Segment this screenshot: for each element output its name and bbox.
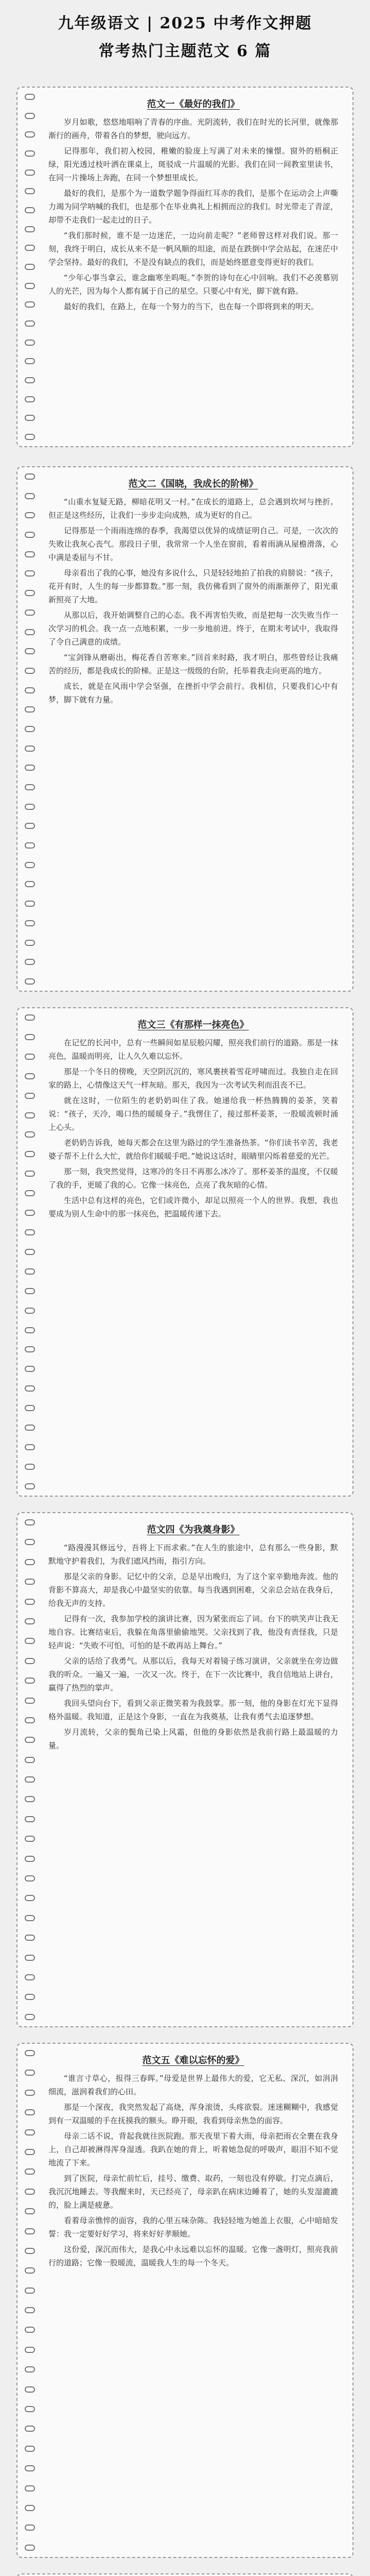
binder-ring xyxy=(25,2406,35,2412)
binder-ring xyxy=(25,978,35,985)
essay-paragraph: 那是一个冬日的傍晚，天空阴沉沉的，寒风裹挟着雪花呼啸而过。我独自走在回家的路上，心情像这天气一样灰暗。那天，我因为一次考试失利而沮丧不已。 xyxy=(48,1067,338,1090)
essay-paragraph: 那是一个深夜，我突然发起了高烧，浑身滚烫，头疼欲裂。迷迷糊糊中，我感觉到有一双温暖的手在抚摸我的额头。睁开眼，我看到母亲焦急的面容。 xyxy=(48,2103,338,2125)
essay-paragraph: 在记忆的长河中，总有一些瞬间如星辰般闪耀，照亮我们前行的道路。那是一抹亮色，温暖而明亮，让人久久难以忘怀。 xyxy=(48,1038,338,1061)
binder-ring xyxy=(25,1796,35,1802)
essay-paragraph: 成长，就是在风雨中学会坚强，在挫折中学会前行。我相信，只要我们心中有梦，脚下就有力量。 xyxy=(48,682,338,704)
binder-ring xyxy=(25,512,35,518)
binder-ring xyxy=(25,842,35,849)
binder-ring xyxy=(25,1955,35,1961)
essay-paragraph: 母亲二话不说，背起我就往医院跑。那天夜里下着大雨，母亲把雨衣全裹在我身上，自己却被淋得浑身湿透。我趴在她的背上，听着她急促的呼吸声，眼泪不知不觉地流了下来。 xyxy=(48,2131,338,2167)
binder-ring xyxy=(25,131,35,138)
essay-paragraph: 父亲的话给了我勇气。从那以后，我每天对着镜子练习演讲，父亲就坐在旁边做我的听众。一遍又一遍，一次又一次。终于，在下一次比赛中，我自信地站上讲台，赢得了热烈的掌声。 xyxy=(48,1656,338,1692)
binder-ring xyxy=(25,188,35,194)
binder-ring xyxy=(25,1073,35,1079)
binder-ring xyxy=(25,2386,35,2393)
binder-ring xyxy=(25,1698,35,1704)
essay-paragraph: “少年心事当拿云，谁念幽寒坐呜呃。”李贺的诗句在心中回响。我们不必羡慕别人的光芒，因为每个人都有属于自己的星空。只要心中有光，脚下就有路。 xyxy=(48,273,338,296)
binder-ring xyxy=(25,1268,35,1275)
essay-title: 范文三《有那样一抹亮色》 xyxy=(137,1020,249,1030)
binder-ring xyxy=(25,1579,35,1585)
binder-ring xyxy=(25,2505,35,2511)
binder-ring xyxy=(25,668,35,674)
binder-ring xyxy=(25,2366,35,2372)
binder-ring xyxy=(25,2070,35,2076)
binder-rings xyxy=(25,1519,37,2020)
binder-ring xyxy=(25,2208,35,2214)
binder-ring xyxy=(25,2465,35,2471)
binder-ring xyxy=(25,1112,35,1118)
binder-ring xyxy=(25,687,35,693)
binder-ring xyxy=(25,301,35,308)
binder-ring xyxy=(25,264,35,270)
binder-ring xyxy=(25,745,35,752)
essay-card-2 xyxy=(16,466,354,992)
binder-ring xyxy=(25,823,35,829)
binder-ring xyxy=(25,920,35,926)
binder-ring xyxy=(25,1229,35,1235)
binder-ring xyxy=(25,1895,35,1901)
binder-ring xyxy=(25,2327,35,2333)
essay-paragraph: 岁月如歌，悠悠地唱响了青春的序曲。光阴流转，我们在时光的长河里，就像那渐行的画舟，带着各自的梦想，驶向远方。 xyxy=(48,117,338,140)
essay-paragraph: “宝剑锋从磨砺出，梅花香自苦寒来。”回首来时路，我才明白，那些曾经让我痛苦的经历，都是我成长的阶梯。正是这一级级的台阶，托举着我走向更高的地方。 xyxy=(48,653,338,675)
essay-paragraph: 那是父亲的身影。记忆中的父亲，总是早出晚归，为了这个家辛勤地奔波。他的背影不算高大，却是我心中最坚实的依靠。每当我遇到困难，父亲总会站在我身后，给我无声的支持。 xyxy=(48,1572,338,1608)
binder-ring xyxy=(25,415,35,421)
binder-ring xyxy=(25,1836,35,1842)
binder-ring xyxy=(25,1093,35,1099)
binder-ring xyxy=(25,648,35,654)
binder-ring xyxy=(25,862,35,868)
binder-ring xyxy=(25,706,35,713)
binder-ring xyxy=(25,1974,35,1980)
essay-title: 范文四《为我奠身影》 xyxy=(147,1524,240,1535)
binder-ring xyxy=(25,245,35,251)
essay-card-6 xyxy=(16,2573,354,2576)
binder-ring xyxy=(25,1994,35,2000)
essay-title: 范文一《最好的我们》 xyxy=(147,99,240,110)
binder-ring xyxy=(25,1816,35,1822)
binder-ring xyxy=(25,1327,35,1333)
binder-ring xyxy=(25,1425,35,1431)
binder-ring xyxy=(25,2307,35,2313)
binder-ring xyxy=(25,2129,35,2136)
page-title: 九年级语文 | 2025 中考作文押题 xyxy=(58,14,312,32)
binder-ring xyxy=(25,959,35,965)
essay-paragraph: 从那以后，我开始调整自己的心态。我不再害怕失败，而是把每一次失败当作一次学习的机会。我一点一点地积累，一步一步地前进。终于，在期末考试中，我取得了令自己满意的成绩。 xyxy=(48,611,338,647)
binder-ring xyxy=(25,1483,35,1489)
binder-ring xyxy=(25,726,35,732)
binder-ring xyxy=(25,1151,35,1157)
essay-card-3 xyxy=(16,1007,354,1497)
binder-ring xyxy=(25,1131,35,1138)
essay-paragraph: 最好的我们，在路上，在每一个努力的当下，也在每一个即将到来的明天。 xyxy=(64,302,319,311)
binder-ring xyxy=(25,94,35,100)
essay-paragraph: 最好的我们，是那个为一道数学题争得面红耳赤的我们，是那个在运动会上声嘶力竭为同学呐喊的我们，也是那个在毕业典礼上相拥而泣的我们。时光带走了青涩，却带不走我们一起走过的日子。 xyxy=(48,189,338,225)
essay-paragraph: 那一刻，我突然觉得，这寒冷的冬日不再那么冰冷了。那杯姜茶的温度，不仅暖了我的手，更暖了我的心。它像一抹亮色，点亮了我灰暗的心情。 xyxy=(48,1167,338,1190)
essay-paragraph: “山重水复疑无路，柳暗花明又一村。”在成长的道路上，总会遇到坎坷与挫折。但正是这些经历，让我们一步步走向成熟，成为更好的自己。 xyxy=(48,497,338,520)
binder-ring xyxy=(25,1757,35,1763)
essay-paragraph: 就在这时，一位陌生的老奶奶叫住了我。她递给我一杯热腾腾的姜茶，笑着说：“孩子，天冷，喝口热的暖暖身子。”我愣住了，接过那杯姜茶，一股暖流顿时涌上心头。 xyxy=(48,1096,338,1132)
binder-ring xyxy=(25,150,35,157)
binder-rings xyxy=(25,1014,37,1489)
binder-ring xyxy=(25,590,35,596)
binder-ring xyxy=(25,1737,35,1743)
page-header xyxy=(0,0,370,87)
binder-ring xyxy=(25,2287,35,2294)
essay-title: 范文五《难以忘怀的爱》 xyxy=(142,2055,244,2066)
binder-ring xyxy=(25,283,35,289)
essay-paragraph: 生活中总有这样的亮色，它们或许微小，却足以照亮一个人的世界。我想，我也要成为别人生命中的那一抹亮色，把温暖传递下去。 xyxy=(48,1196,338,1218)
binder-ring xyxy=(25,1776,35,1783)
essay-title: 范文二《国晓，我成长的阶梯》 xyxy=(128,479,258,489)
binder-ring xyxy=(25,2426,35,2432)
binder-ring xyxy=(25,2189,35,2195)
binder-ring xyxy=(25,1677,35,1684)
binder-ring xyxy=(25,1249,35,1255)
binder-ring xyxy=(25,1366,35,1372)
binder-ring xyxy=(25,2109,35,2115)
binder-rings xyxy=(25,2050,37,2551)
binder-rings xyxy=(25,473,37,985)
binder-ring xyxy=(25,2050,35,2056)
binder-ring xyxy=(25,784,35,790)
binder-ring xyxy=(25,2524,35,2531)
binder-ring xyxy=(25,1856,35,1862)
essay-paragraph: 记得那是一个雨雨连绵的春季，我渴望以优异的成绩证明自己。可是，一次次的失败让我灰心丧气。那段日子里，我常常一个人坐在窗前，看着雨滴从屋檐滑落，心中满是委屈与不甘。 xyxy=(48,526,338,562)
binder-ring xyxy=(25,1288,35,1294)
binder-ring xyxy=(25,570,35,577)
binder-ring xyxy=(25,881,35,887)
binder-ring xyxy=(25,551,35,557)
binder-ring xyxy=(25,434,35,440)
binder-ring xyxy=(25,1658,35,1664)
binder-ring xyxy=(25,2248,35,2254)
binder-ring xyxy=(25,1054,35,1060)
binder-ring xyxy=(25,1210,35,1216)
binder-ring xyxy=(25,340,35,346)
binder-ring xyxy=(25,1444,35,1450)
binder-ring xyxy=(25,1171,35,1177)
binder-ring xyxy=(25,1638,35,1644)
essay-paragraph: 老奶奶告诉我，她每天都会在这里为路过的学生准备热茶。“你们读书辛苦，我老婆子帮不上什么大忙，就给你们暖暖手吧。”她说这话时，眼睛里闪烁着慈爱的光芒。 xyxy=(48,1138,338,1161)
binder-ring xyxy=(25,2485,35,2492)
binder-ring xyxy=(25,1519,35,1526)
binder-ring xyxy=(25,358,35,364)
binder-ring xyxy=(25,1915,35,1921)
binder-ring xyxy=(25,2090,35,2096)
binder-ring xyxy=(25,1385,35,1392)
essay-paragraph: 记得有一次，我参加学校的演讲比赛，因为紧张而忘了词。台下的哄笑声让我无地自容。比赛结束后，我躲在角落里偷偷地哭。父亲找到了我，他没有责怪我，只是轻声说：“失败不可怕，可怕的是不敢再站上舞台。” xyxy=(48,1614,338,1650)
binder-ring xyxy=(25,2168,35,2175)
binder-ring xyxy=(25,207,35,213)
essay-paragraph: “我们那时候，谁不是一边迷茫，一边向前走呢？”老师曾这样对我们说。那一刻，我终于明白，成长从来不是一帆风顺的坦途，而是在跌倒中学会站起，在迷茫中学会坚持。最好的我们，不是没有缺点的我们，而是始终愿意变得更好的我们。 xyxy=(48,231,338,267)
binder-ring xyxy=(25,320,35,327)
essay-paragraph: 我回头望向台下，看到父亲正微笑着为我鼓掌。那一刻，他的身影在灯光下显得格外温暖。我知道，正是这个身影，一直在为我奠基，让我有勇气去追逐梦想。 xyxy=(48,1699,338,1721)
binder-ring xyxy=(25,113,35,119)
essay-paragraph: 这份爱，深沉而伟大，是我心中永远难以忘怀的温暖。它像一盏明灯，照亮我前行的道路；它像一股暖流，温暖我人生的每一个冬天。 xyxy=(48,2245,338,2267)
binder-ring xyxy=(25,765,35,771)
page-subtitle: 常考热门主题范文 6 篇 xyxy=(98,42,272,60)
binder-ring xyxy=(25,2228,35,2234)
binder-ring xyxy=(25,226,35,232)
binder-ring xyxy=(25,2014,35,2020)
binder-ring xyxy=(25,940,35,946)
binder-ring xyxy=(25,532,35,538)
binder-ring xyxy=(25,1464,35,1470)
binder-ring xyxy=(25,1308,35,1314)
essay-paragraph: 记得那年，我们初入校园，稚嫩的脸庞上写满了对未来的憧憬。窗外的梧桐正绿，阳光透过枝叶洒在课桌上，斑驳成一片温暖的光影。我们在同一间教室里读书，在同一片操场上奔跑，在同一个梦想里成长。 xyxy=(48,146,338,182)
essay-paragraph: “路漫漫其修远兮，吾将上下而求索。”在人生的旅途中，总有那么一些身影，默默地守护着我们，为我们遮风挡雨，指引方向。 xyxy=(48,1543,338,1566)
binder-ring xyxy=(25,1190,35,1196)
essay-paragraph: 岁月流转，父亲的鬓角已染上风霜，但他的身影依然是我前行路上最温暖的力量。 xyxy=(48,1727,338,1750)
binder-ring xyxy=(25,377,35,383)
binder-ring xyxy=(25,396,35,402)
essay-paragraph: 到了医院，母亲忙前忙后，挂号、缴费、取药，一刻也没有停歇。打完点滴后，我沉沉地睡去。等我醒来时，天已经亮了，母亲趴在病床边睡着了，她的头发湿漉漉的，脸上满是疲惫。 xyxy=(48,2174,338,2210)
binder-ring xyxy=(25,1875,35,1882)
essay-card-4 xyxy=(16,1512,354,2027)
essay-paragraph: “谁言寸草心，报得三春晖。”母爱是世界上最伟大的爱，它无私、深沉，如涓涓细流，滋润着我们的心田。 xyxy=(48,2074,338,2096)
binder-ring xyxy=(25,1014,35,1021)
binder-ring xyxy=(25,1717,35,1723)
binder-ring xyxy=(25,493,35,499)
binder-ring xyxy=(25,1346,35,1352)
binder-ring xyxy=(25,1599,35,1605)
binder-ring xyxy=(25,170,35,176)
binder-ring xyxy=(25,473,35,480)
binder-ring xyxy=(25,2347,35,2353)
binder-ring xyxy=(25,2545,35,2551)
binder-ring xyxy=(25,901,35,907)
binder-ring xyxy=(25,1034,35,1040)
essay-card-1 xyxy=(16,87,354,447)
binder-ring xyxy=(25,1405,35,1411)
binder-rings xyxy=(25,94,37,440)
binder-ring xyxy=(25,804,35,810)
binder-ring xyxy=(25,1559,35,1565)
binder-ring xyxy=(25,2149,35,2155)
binder-ring xyxy=(25,609,35,616)
binder-ring xyxy=(25,629,35,635)
binder-ring xyxy=(25,2267,35,2274)
binder-ring xyxy=(25,1539,35,1545)
essay-paragraph: 母亲看出了我的心事，她没有多说什么，只是轻轻地拍了拍我的肩膀说：“孩子，花开有时，人生的每一步都算数。”那一刻，我仿佛看到了窗外的雨渐渐停了，阳光重新照亮了大地。 xyxy=(48,568,338,604)
binder-ring xyxy=(25,1935,35,1941)
binder-ring xyxy=(25,2446,35,2452)
essay-paragraph: 看着母亲憔悴的面容，我的心里五味杂陈。我轻轻地为她盖上衣服，心中暗暗发誓：我一定要好好学习，将来好好孝顺她。 xyxy=(48,2216,338,2239)
binder-ring xyxy=(25,1618,35,1624)
essay-card-5 xyxy=(16,2043,354,2558)
